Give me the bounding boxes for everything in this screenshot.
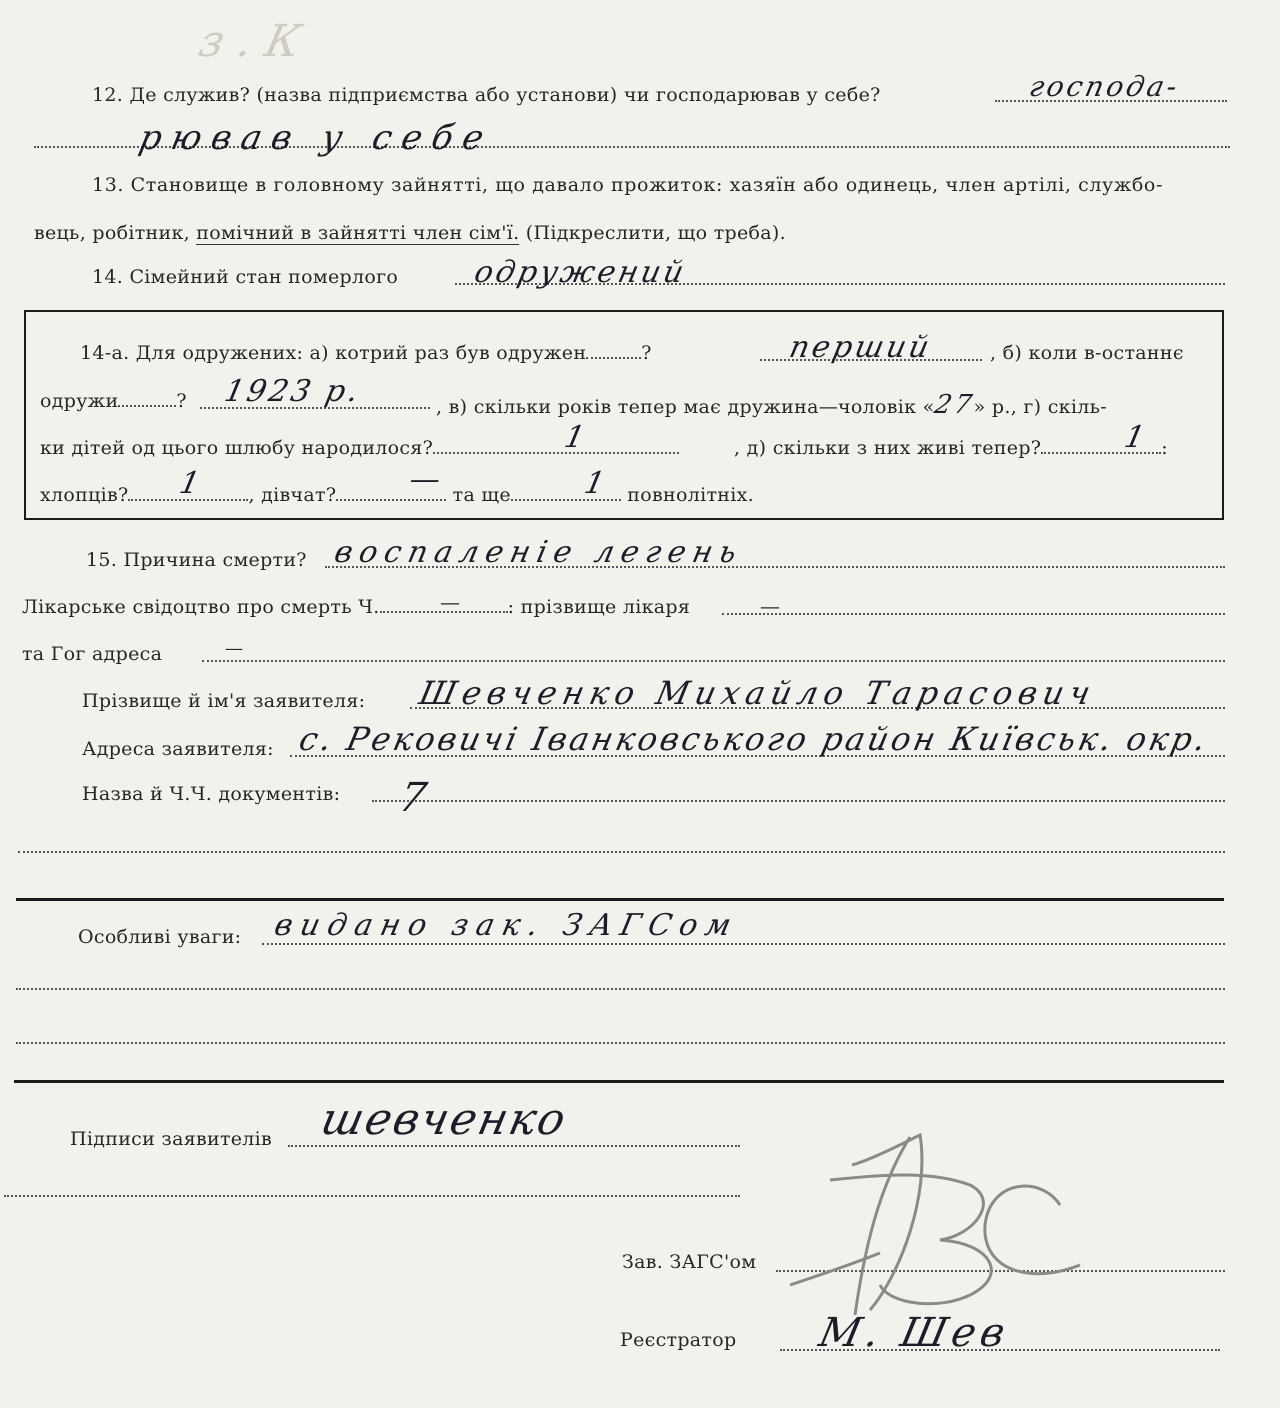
zags-head-label: Зав. ЗАГС'ом — [622, 1251, 757, 1273]
q13-prefix: вець, робітник, — [34, 222, 190, 244]
applicant-name-label: Прізвище й ім'я заявителя: — [82, 690, 366, 712]
q14a-l4-answer2: — — [406, 462, 447, 497]
q13-line2 — [34, 222, 786, 244]
applicant-signature-line — [288, 1145, 740, 1147]
q14a-l4-answer1: 1 — [176, 466, 206, 501]
q14-answer: одружений — [471, 255, 690, 290]
q13-line1: 13. Становище в головному зайнятті, що давало прожиток: хазяїн або одинець, член артілі, службо- — [92, 174, 1163, 196]
doctor-name-line — [722, 613, 1225, 615]
q14a-l4-more-label: та ще — [452, 484, 511, 506]
section-divider-1 — [16, 898, 1224, 901]
documents-answer: 7 — [395, 775, 434, 821]
doctor-cert-label: Лікарське свідоцтво про смерть Ч. — [22, 596, 380, 618]
q14a-l2-q: ? — [176, 390, 187, 412]
documents-line-2 — [18, 851, 1225, 853]
q14a-l4-adults-label: повнолітніх. — [627, 484, 754, 506]
q14a-line4 — [40, 484, 754, 506]
documents-line — [372, 800, 1225, 802]
q14a-l1-label: 14-а. Для одружених: а) котрий раз був одружен — [80, 342, 587, 364]
doctor-row — [22, 596, 690, 618]
q14a-l3-label: ки дітей од цього шлюбу народилося? — [40, 437, 434, 459]
faint-pencil-mark: з . К — [194, 16, 306, 67]
q14a-l3-dots — [433, 438, 679, 454]
q14a-l2-c: » р., г) скіль- — [973, 396, 1107, 418]
notes-line — [262, 943, 1225, 945]
documents-label: Назва й Ч.Ч. документів: — [82, 783, 341, 805]
q12-answer-part1: господа- — [1026, 70, 1183, 103]
applicant-signature-line-2 — [4, 1195, 740, 1197]
q14a-l1-dots — [586, 343, 641, 359]
q14a-l3-answer: 1 — [561, 420, 591, 455]
notes-answer: видано зак. ЗАГСом — [271, 908, 743, 943]
doctor-address-label: та Гог адреса — [22, 643, 163, 665]
notes-line-2 — [16, 988, 1225, 990]
q14-label: 14. Сімейний стан померлого — [92, 266, 399, 288]
q15-answer: воспаленіе легень — [331, 535, 747, 570]
applicant-signatures-label: Підписи заявителів — [70, 1128, 273, 1150]
q14a-l2-b: , в) скільки років тепер має дружина—чоловік « — [436, 396, 935, 418]
q14a-l3-b: , д) скільки з них живі тепер? — [734, 437, 1042, 459]
doctor-name-answer: — — [760, 594, 780, 618]
applicant-address: с. Рековичі Іванковського район Київськ. окр. — [295, 720, 1213, 758]
q12-answer-part2: рював у себе — [135, 118, 498, 158]
q14a-l1-answer: перший — [786, 330, 936, 365]
section-divider-2 — [14, 1080, 1224, 1083]
q14a-l2-dots — [118, 391, 176, 407]
q15-label: 15. Причина смерти? — [86, 549, 307, 571]
doctor-address-answer: — — [225, 638, 243, 659]
q14a-l1-q: ? — [641, 342, 652, 364]
q14a-l2-label: одружи — [40, 390, 119, 412]
registrar-signature: М. Шев — [815, 1310, 1014, 1356]
q14a-l1-b: , б) коли в-останнє — [990, 342, 1184, 364]
q14a-l4-boys-label: хлопців? — [40, 484, 129, 506]
q14a-l2-answer2: 27 — [931, 390, 977, 420]
applicant-name: Шевченко Михайло Тарасович — [415, 674, 1100, 712]
q14a-line1 — [80, 342, 652, 364]
q14a-line2-a — [40, 390, 187, 412]
applicant-address-label: Адреса заявителя: — [82, 738, 274, 760]
doctor-address-line — [202, 660, 1225, 662]
q14a-l3-answer2: 1 — [1121, 420, 1151, 455]
registrar-label: Реєстратор — [620, 1329, 737, 1351]
q12-label: 12. Де служив? (назва підприємства або установи) чи господарював у себе? — [92, 84, 881, 106]
q12-row — [92, 84, 881, 106]
q13-suffix: (Підкреслити, що треба). — [525, 222, 786, 244]
q14a-l3-c: : — [1161, 437, 1168, 459]
q13-underlined-option: помічний в зайнятті член сім'ї. — [196, 222, 520, 244]
q14a-l2-answer: 1923 р. — [221, 374, 365, 409]
notes-line-3 — [16, 1042, 1225, 1044]
q14a-line2-b — [436, 390, 1107, 420]
doctor-name-label: : прізвище лікаря — [507, 596, 691, 618]
zags-head-signature — [760, 1125, 1120, 1325]
applicant-signature: шевченко — [316, 1094, 572, 1145]
q14a-line3-b — [734, 437, 1168, 459]
notes-label: Особливі уваги: — [78, 926, 242, 948]
doctor-cert-answer: — — [440, 590, 460, 614]
q14a-l4-answer3: 1 — [581, 466, 611, 501]
q14a-l4-girls-label: , дівчат? — [248, 484, 337, 506]
